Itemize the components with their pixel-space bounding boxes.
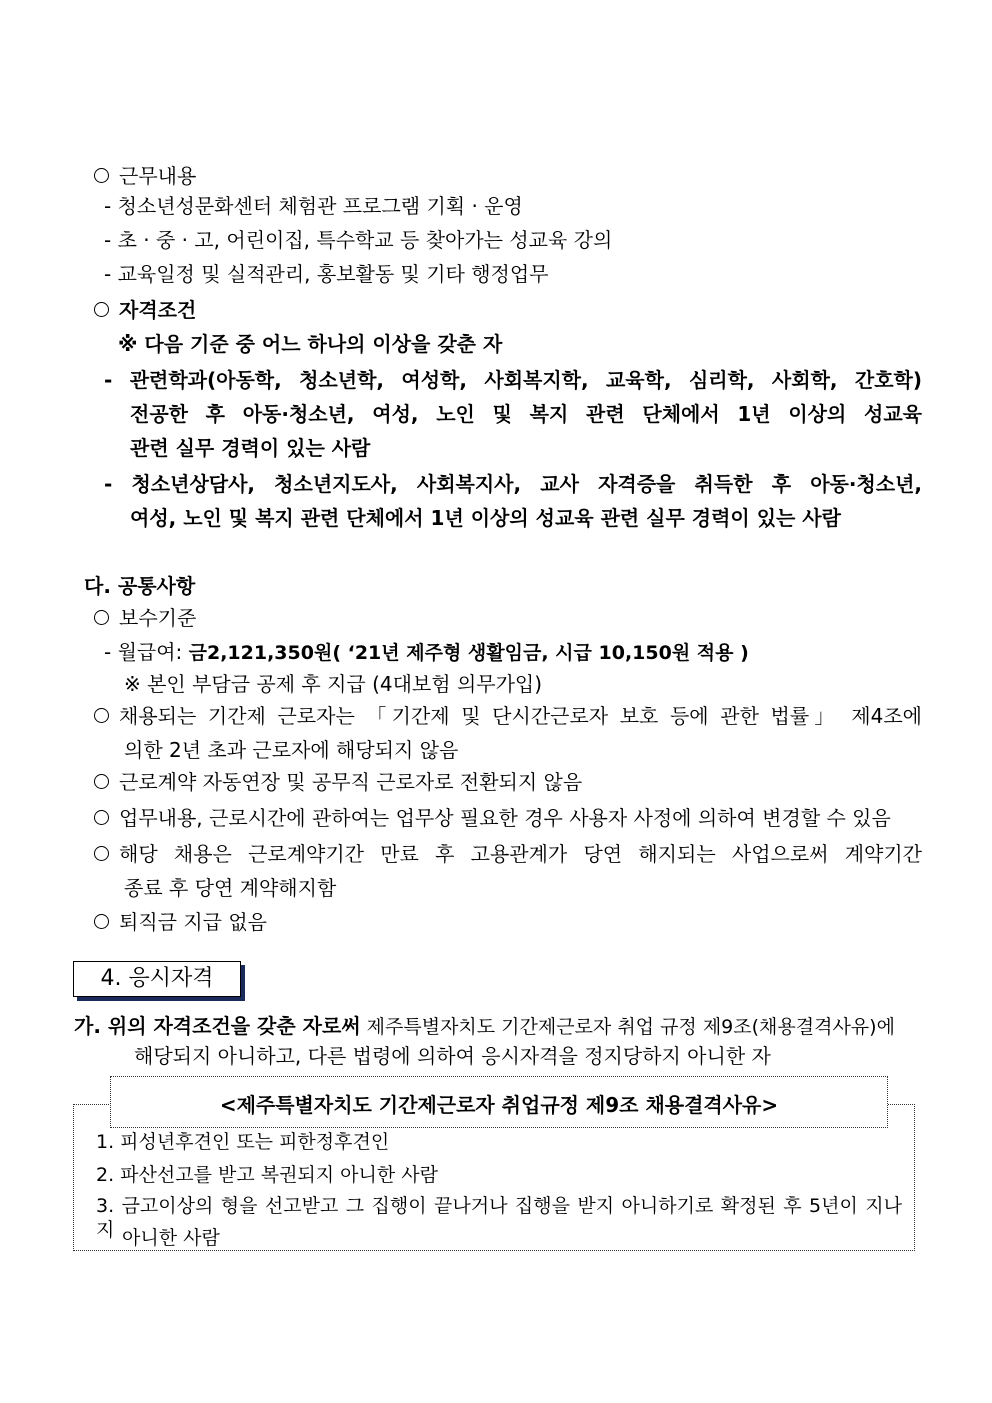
qual-heading: 자격조건 — [94, 298, 196, 322]
pay-value: 금2,121,350원( ‘21년 제주형 생활임금, 시급 10,150원 적용 ) — [188, 642, 749, 664]
common-bullet-3: 업무내용, 근로시간에 관하여는 업무상 필요한 경우 사용자 사정에 의하여 변경할 수 있음 — [94, 806, 891, 830]
circle-bullet-icon — [94, 168, 109, 183]
common-heading: 다. 공통사항 — [84, 574, 196, 598]
section-4-title: 4. 응시자격 — [100, 966, 214, 991]
common-bullet-5: 퇴직금 지급 없음 — [94, 910, 267, 934]
disqualification-item: 3. 금고이상의 형을 선고받고 그 집행이 끝나거나 집행을 받지 아니하기로 확정된 후 5년이 지나지 — [96, 1195, 902, 1241]
disqualification-item: 1. 피성년후견인 또는 피한정후견인 — [96, 1131, 390, 1153]
common-bullet-2: 근로계약 자동연장 및 공무직 근로자로 전환되지 않음 — [94, 770, 582, 794]
disqualification-title-box — [110, 1076, 888, 1128]
circle-bullet-icon — [94, 302, 109, 317]
common-bullet-1-line-1: 채용되는 기간제 근로자는 「기간제 및 단시간근로자 보호 등에 관한 법률」 제4조에 — [94, 704, 922, 728]
common-bullet-4-line-2: 종료 후 당연 계약해지함 — [124, 876, 337, 900]
qual-item-1-line-1: - 관련학과(아동학, 청소년학, 여성학, 사회복지학, 교육학, 심리학, 사회학, 간호학) — [104, 368, 922, 392]
qual-item-1-line-2: 전공한 후 아동·청소년, 여성, 노인 및 복지 관련 단체에서 1년 이상의 성교육 — [130, 402, 922, 426]
common-bullet-4-line-1: 해당 채용은 근로계약기간 만료 후 고용관계가 당연 해지되는 사업으로써 계약기간 — [94, 842, 922, 866]
work-item: - 초 · 중 · 고, 어린이집, 특수학교 등 찾아가는 성교육 강의 — [104, 228, 613, 252]
qual-item-2-line-2: 여성, 노인 및 복지 관련 단체에서 1년 이상의 성교육 관련 실무 경력이 있는 사람 — [130, 506, 841, 530]
qual-note: ※ 다음 기준 중 어느 하나의 이상을 갖춘 자 — [118, 332, 503, 356]
qual-item-2-line-1: - 청소년상담사, 청소년지도사, 사회복지사, 교사 자격증을 취득한 후 아동·청소년, — [104, 472, 922, 496]
qual-item-1-line-3: 관련 실무 경력이 있는 사람 — [130, 436, 371, 460]
common-bullet-1-line-2: 의한 2년 초과 근로자에 해당되지 않음 — [124, 738, 459, 762]
disqualification-item: 2. 파산선고를 받고 복권되지 아니한 사람 — [96, 1164, 438, 1186]
section-4-ga-line-2: 해당되지 아니하고, 다른 법령에 의하여 응시자격을 정지당하지 아니한 자 — [134, 1044, 771, 1068]
circle-bullet-icon — [94, 774, 109, 789]
work-heading: 근무내용 — [94, 164, 196, 188]
pay-note: ※ 본인 부담금 공제 후 지급 (4대보험 의무가입) — [124, 672, 543, 696]
circle-bullet-icon — [94, 708, 109, 723]
pay-heading: 보수기준 — [94, 606, 196, 630]
disqualification-title: <제주특별자치도 기간제근로자 취업규정 제9조 채용결격사유> — [219, 1093, 779, 1117]
pay-line: - 월급여: 금2,121,350원( ‘21년 제주형 생활임금, 시급 10,150원 적용 ) — [104, 640, 749, 664]
work-item: - 교육일정 및 실적관리, 홍보활동 및 기타 행정업무 — [104, 262, 549, 286]
circle-bullet-icon — [94, 846, 109, 861]
disqualification-item: 아니한 사람 — [122, 1227, 220, 1249]
section-4-title-box — [73, 961, 241, 997]
circle-bullet-icon — [94, 610, 109, 625]
circle-bullet-icon — [94, 810, 109, 825]
work-item: - 청소년성문화센터 체험관 프로그램 기획 · 운영 — [104, 194, 523, 218]
circle-bullet-icon — [94, 914, 109, 929]
section-4-ga-line-1: 가. 위의 자격조건을 갖춘 자로써 제주특별자치도 기간제근로자 취업 규정 제9조(채용결격사유)에 — [74, 1014, 895, 1038]
